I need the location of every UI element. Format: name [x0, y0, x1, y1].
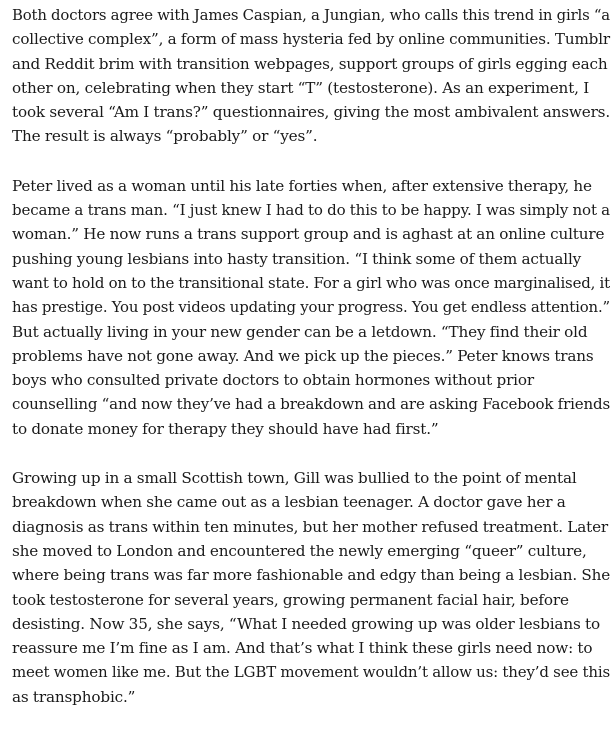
- text-line: counselling “and now they’ve had a breakdown and are asking Facebook friends: [12, 395, 610, 414]
- paragraph-gill: [12, 466, 610, 709]
- text-line: as transphobic.”: [12, 687, 136, 706]
- text-line: Peter lived as a woman until his late forties when, after extensive therapy, he: [12, 176, 592, 195]
- text-line: other on, celebrating when they start “T” (testosterone). As an experiment, I: [12, 78, 590, 97]
- text-line: has prestige. You post videos updating your progress. You get endless attention.”: [12, 298, 610, 317]
- text-line: diagnosis as trans within ten minutes, but her mother refused treatment. Later: [12, 517, 609, 536]
- text-line: where being trans was far more fashionable and edgy than being a lesbian. She: [12, 566, 611, 585]
- text-line: desisting. Now 35, she says, “What I needed growing up was older lesbians to: [12, 614, 600, 633]
- text-line: to donate money for therapy they should have had first.”: [12, 419, 439, 438]
- text-line: breakdown when she came out as a lesbian teenager. A doctor gave her a: [12, 493, 566, 512]
- text-line: problems have not gone away. And we pick up the pieces.” Peter knows trans: [12, 346, 594, 365]
- text-line: Both doctors agree with James Caspian, a Jungian, who calls this trend in girls “a: [12, 6, 611, 24]
- text-line: pushing young lesbians into hasty transition. “I think some of them actually: [12, 249, 582, 268]
- text-line: took several “Am I trans?” questionnaires, giving the most ambivalent answers.: [12, 103, 611, 122]
- text-line: But actually living in your new gender can be a letdown. “They find their old: [12, 322, 588, 341]
- text-line: and Reddit brim with transition webpages, support groups of girls egging each: [12, 54, 608, 73]
- paragraph-caspian: [12, 3, 610, 149]
- text-line: she moved to London and encountered the newly emerging “queer” culture,: [12, 541, 587, 560]
- text-line: reassure me I’m fine as I am. And that’s what I think these girls need now: to: [12, 639, 593, 658]
- text-line: Growing up in a small Scottish town, Gill was bullied to the point of mental: [12, 469, 577, 488]
- text-line: collective complex”, a form of mass hysteria fed by online communities. Tumblr: [12, 30, 611, 49]
- paragraph-peter: [12, 174, 610, 441]
- text-line: meet women like me. But the LGBT movement wouldn’t allow us: they’d see this: [12, 663, 611, 682]
- text-line: want to hold on to the transitional state. For a girl who was once marginalised, it: [12, 273, 611, 292]
- text-line: woman.” He now runs a trans support group and is aghast at an online culture: [12, 225, 605, 244]
- text-line: took testosterone for several years, growing permanent facial hair, before: [12, 590, 569, 609]
- article-body: [12, 3, 610, 734]
- text-line: became a trans man. “I just knew I had to do this to be happy. I was simply not a: [12, 201, 610, 220]
- text-line: The result is always “probably” or “yes”.: [12, 127, 318, 146]
- text-line: boys who consulted private doctors to obtain hormones without prior: [12, 371, 534, 390]
